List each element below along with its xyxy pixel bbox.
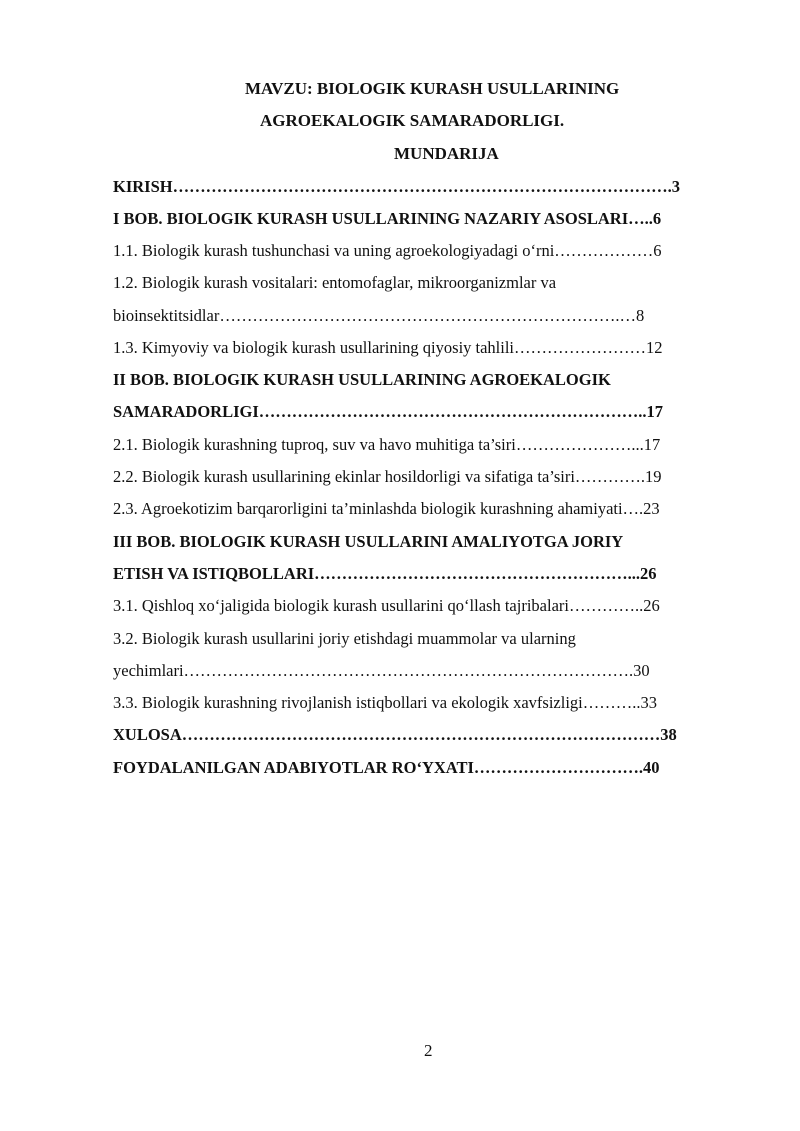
toc-entry-3-3[interactable]: 3.3. Biologik kurashning rivojlanish istiqbollari va ekologik xavfsizligi………..33 (113, 693, 657, 712)
toc-entry-1-3[interactable]: 1.3. Kimyoviy va biologik kurash usullarining qiyosiy tahlili……………………12 (113, 338, 663, 357)
toc-entry-xulosa[interactable]: XULOSA……………………………………………………………………………38 (113, 725, 677, 744)
toc-entry-chapter-3-line-2[interactable]: ETISH VA ISTIQBOLLARI…………………………………………………...26 (113, 564, 657, 583)
toc-entry-2-3[interactable]: 2.3. Agroekotizim barqarorligini ta’minlashda biologik kurashning ahamiyati….23 (113, 499, 660, 518)
contents-heading: MUNDARIJA (394, 144, 499, 163)
toc-entry-2-1[interactable]: 2.1. Biologik kurashning tuproq, suv va havo muhitiga ta’siri…………………...17 (113, 435, 661, 454)
toc-entry-3-1[interactable]: 3.1. Qishloq xo‘jaligida biologik kurash usullarini qo‘llash tajribalari…………..26 (113, 596, 660, 615)
toc-entry-chapter-2-line-1[interactable]: II BOB. BIOLOGIK KURASH USULLARINING AGROEKALOGIK (113, 370, 611, 389)
toc-entry-1-1[interactable]: 1.1. Biologik kurash tushunchasi va uning agroekologiyadagi o‘rni………………6 (113, 241, 662, 260)
document-title-line-2: AGROEKALOGIK SAMARADORLIGI. (260, 111, 565, 130)
toc-entry-bibliography[interactable]: FOYDALANILGAN ADABIYOTLAR RO‘YXATI………………………….40 (113, 758, 660, 777)
page-number: 2 (424, 1041, 433, 1060)
toc-entry-kirish[interactable]: KIRISH……………………………………………………………………………….3 (113, 177, 680, 196)
toc-entry-3-2-line-1[interactable]: 3.2. Biologik kurash usullarini joriy etishdagi muammolar va ularning (113, 629, 576, 648)
toc-entry-2-2[interactable]: 2.2. Biologik kurash usullarining ekinlar hosildorligi va sifatiga ta’siri………….19 (113, 467, 662, 486)
toc-entry-chapter-3-line-1[interactable]: III BOB. BIOLOGIK KURASH USULLARINI AMALIYOTGA JORIY (113, 532, 624, 551)
toc-entry-1-2-line-2[interactable]: bioinsektitsidlar……………………………………………………………….…8 (113, 306, 645, 325)
toc-entry-3-2-line-2[interactable]: yechimlari……………………………………………………………………….30 (113, 661, 650, 680)
toc-entry-chapter-2-line-2[interactable]: SAMARADORLIGI……………………………………………………………..17 (113, 402, 664, 421)
toc-entry-1-2-line-1[interactable]: 1.2. Biologik kurash vositalari: entomofaglar, mikroorganizmlar va (113, 273, 557, 292)
toc-entry-chapter-1[interactable]: I BOB. BIOLOGIK KURASH USULLARINING NAZARIY ASOSLARI…..6 (113, 209, 662, 228)
document-title-line-1: MAVZU: BIOLOGIK KURASH USULLARINING (245, 79, 620, 98)
